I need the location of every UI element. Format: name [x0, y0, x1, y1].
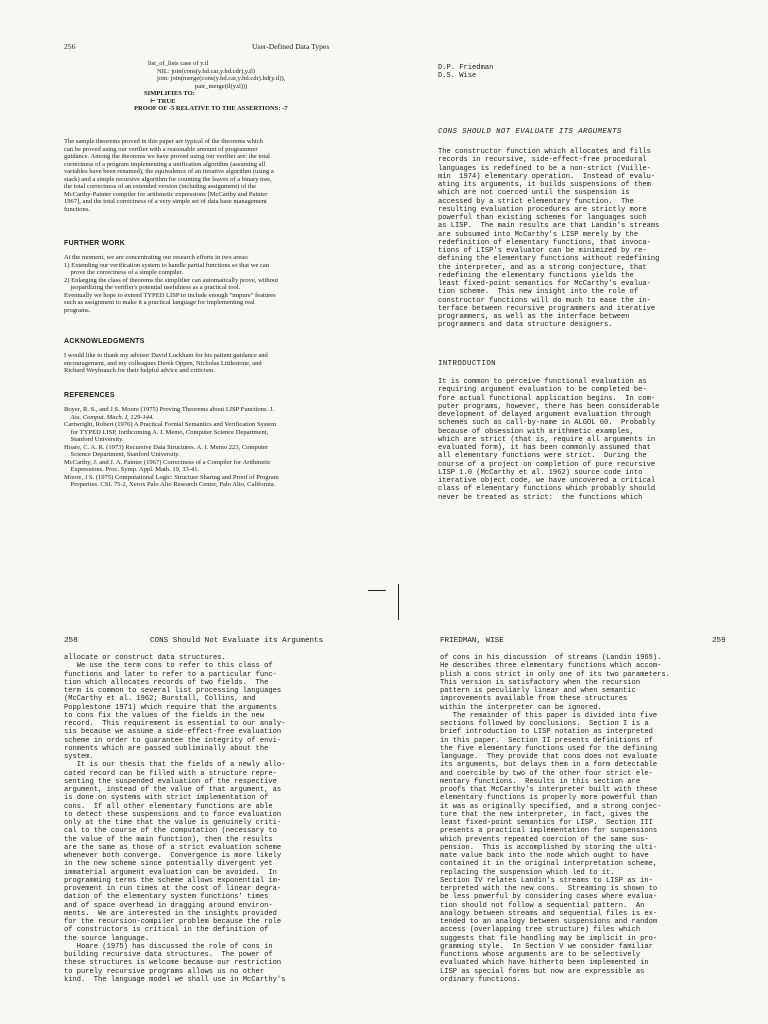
text-line: pension. This is accomplished by storing the ulti-	[440, 843, 658, 852]
text-line: whenever both converge. Convergence is more likely	[64, 852, 282, 860]
text-line: it was as originally specified, and a strong conjec-	[440, 802, 662, 811]
text-line: sis because we assume a side-effect-free evaluation	[64, 728, 282, 737]
text-line: brief introduction to LISP notation as interpreted	[440, 728, 653, 737]
reference-line: Ass. Comput. Mach. I, 129-144.	[64, 413, 154, 421]
text-line: programmers, as well as the interface between	[438, 313, 630, 321]
text-line: only at the time that the value is genuinely criti-	[64, 819, 282, 827]
text-line: tion scheme. This new insight into the role of	[438, 288, 639, 297]
text-line: programs.	[64, 306, 91, 314]
text-line: (McCarthy et al. 1962; Burstall, Collins, and	[64, 695, 256, 704]
text-line: The remainder of this paper is divided into five	[440, 711, 658, 720]
text-line: and coercible by two of the other four strict ele-	[440, 769, 653, 778]
text-line: guidance. Among the theorems we have proved using our verifier are: the total	[64, 153, 270, 161]
text-line: min 1974) elementary operation. Instead of evalu-	[438, 172, 656, 181]
text-line: in this paper. Section II presents definitions of	[440, 736, 653, 745]
paragraph-theorems	[64, 138, 274, 213]
text-line: schemes such as call-by-name in ALGOL 60. Probably	[438, 419, 656, 428]
text-line: pattern is peculiarly linear and when semantic	[440, 687, 636, 695]
text-line: redefining the elementary functions yields the	[438, 271, 634, 280]
page-number: 256	[64, 42, 76, 51]
text-line: improvements available from these structures	[440, 695, 628, 704]
text-line: the interpreter, and as a strong conjecture, that	[438, 263, 647, 272]
text-line: immaterial argument evaluation can be avoided. In	[64, 868, 277, 877]
text-line: terpreted with the new cons. Streaming is shown to	[440, 885, 658, 893]
author-name: D.S. Wise	[438, 72, 477, 81]
text-line: mentary functions. Results in this section are	[440, 777, 641, 786]
text-line: puter programs, however, there has been considerable	[438, 402, 660, 411]
author-block	[438, 64, 493, 81]
proof-line: SIMPLIFIES TO:	[144, 90, 195, 98]
text-line: term is common to several list processing languages	[64, 687, 282, 695]
text-line: is done on systems with strict implementation of	[64, 794, 269, 803]
text-line: McCarthy-Painter compiler for arithmetic expressions [McCarthy and Painter	[64, 190, 268, 198]
text-line: Hoare (1975) has discussed the role of cons in	[64, 942, 273, 951]
text-line: Section IV relates Landin's streams to LISP as in-	[440, 876, 653, 885]
text-line: iterative object code, we have uncovered a critical	[438, 477, 656, 485]
text-line: correctness of a program implementing a unification algorithm (assuming all	[64, 160, 266, 168]
text-line: ture that the new interpreter, in fact, gives the	[440, 810, 649, 819]
reference-line: Moore, J S. (1975) Computational Logic: Structure Sharing and Proof of Program	[64, 473, 279, 481]
text-line: to cons fix the values of the fields in the new	[64, 711, 265, 720]
text-line: functions whose arguments are to be selectively	[440, 951, 641, 959]
text-line: such as assignment to make it a practical language for implementing real	[64, 299, 255, 307]
page-258	[0, 512, 384, 1024]
text-line: cal to the course of the computation (necessary to	[64, 827, 277, 836]
text-line: class of elementary functions which probably should	[438, 485, 656, 494]
proof-line: ⊢ TRUE	[150, 97, 176, 105]
text-line: analogy between streams and sequential files is ex-	[440, 909, 658, 918]
text-line: the source language.	[64, 934, 150, 943]
text-line: record. This requirement is essential to our analy-	[64, 720, 286, 728]
text-line: can be proved using our verifier with a reasonable amount of programmer	[64, 145, 258, 153]
text-line: cated record can be filled with a structure repre-	[64, 769, 277, 778]
body-text	[440, 654, 670, 984]
references-list	[64, 406, 279, 489]
text-line: the total correctness of an extended version (including assignment) of the	[64, 183, 256, 191]
text-line: of cons in his discussion of streams (Landin 1965).	[440, 654, 662, 662]
text-line: requiring argument evaluation to be completed be-	[438, 386, 647, 395]
reference-line: Science Department, Stanford University.	[64, 451, 180, 459]
text-line: which are not coerced until the suspension is	[438, 189, 630, 198]
text-fragment: which are strict	[438, 435, 511, 444]
text-line: tended to an analogy between suspensions and random	[440, 918, 658, 926]
text-line: to detect these suspensions and to force evaluation	[64, 810, 282, 819]
author-name: D.P. Friedman	[438, 64, 494, 72]
text-line: gramming style. In Section V we consider familiar	[440, 942, 653, 951]
text-line: functions.	[64, 205, 91, 213]
text-line: are the same as those of a strict evaluation scheme	[64, 843, 282, 852]
text-line: ordinary functions.	[440, 975, 521, 984]
reference-line: for TYPED LISP, forthcoming A. I. Memo, Computer Science Department,	[64, 428, 269, 436]
text-line: presents a practical implementation for suspensions	[440, 827, 658, 836]
text-line: scheme in order to guarantee the integrity of envi-	[64, 736, 282, 745]
reference-line: Stanford University.	[64, 436, 124, 444]
text-line: He describes three elementary functions which accom-	[440, 662, 662, 671]
text-line: mate value back into the node which ought to have	[440, 852, 649, 860]
article-title: CONS SHOULD NOT EVALUATE ITS ARGUMENTS	[438, 128, 622, 136]
text-line: This version is satisfactory when the recursion	[440, 678, 641, 687]
text-line: are subsumed into McCarthy's LISP merely by the	[438, 230, 639, 239]
text-line: elementary functions is properly more powerful than	[440, 794, 658, 803]
text-line: ronments which are passed subliminally about the	[64, 744, 269, 753]
text-line: constructor functions will do much to ease the in-	[438, 296, 651, 305]
abstract	[438, 148, 659, 330]
text-line: LISP 1.0 (McCarthy et al. 1962) source code into	[438, 468, 643, 477]
text-line: system.	[64, 753, 94, 761]
text-line: 2) Enlarging the class of theorems the simplifier can automatically prove, without	[64, 276, 279, 284]
text-line: The sample theorems proved in this paper are typical of the theorems which	[64, 138, 263, 145]
text-line: 1967], and the total correctness of a very simple set of data base management	[64, 198, 267, 206]
text-line: programming terms the scheme allows exponential im-	[64, 876, 282, 885]
crop-mark	[398, 584, 399, 620]
text-line: redefinition of elementary functions, that invoca-	[438, 238, 651, 247]
text-line: tion which allocates records of two fields. The	[64, 678, 269, 687]
text-line: which prevents repeated coercion of the same sus-	[440, 835, 649, 844]
text-line: plish a cons strict in only one of its two parameters.	[440, 670, 670, 679]
section-heading-acknowledgments: ACKNOWLEDGMENTS	[64, 338, 145, 345]
text-line: powerful than existing schemes for languages such	[438, 214, 647, 222]
running-head: FRIEDMAN, WISE	[440, 637, 504, 645]
page-number: 259	[712, 637, 726, 645]
text-line	[438, 436, 659, 444]
text-line: variables have been renamed), the equivalence of an iterative algorithm (using a	[64, 168, 274, 176]
text-line: cons. If all other elementary functions are able	[64, 802, 273, 811]
text-line: replacing the suspension which led to it.	[440, 868, 615, 877]
text-line: never be treated as strict: the functions which	[438, 493, 643, 502]
text-line: argument, instead of the value of that argument, as	[64, 786, 282, 794]
text-line: At the moment, we are concentrating our research efforts in two areas:	[64, 254, 249, 261]
text-line: its arguments, but delays them in a form detectable	[440, 761, 658, 770]
proof-line: NIL: join(cons(y.hd.car,y.hd.cdr),y.tl)	[157, 67, 256, 75]
text-line: Popplestone 1971) which require that the arguments	[64, 703, 277, 712]
text-line: kind. The language model we shall use in McCarthy's	[64, 975, 286, 984]
text-line: jeopardizing the verifier's potential usefulness as a practical tool.	[64, 284, 241, 292]
reference-line: Expressions. Proc. Symp. Appl. Math. 19, 33-41.	[64, 466, 200, 474]
text-line: suggests that file handling may be implicit in pro-	[440, 934, 658, 943]
proof-line: join: join(merge(cons(y.hd.car,y.hd.cdr).hd(y.tl)),	[157, 75, 286, 83]
text-line: terface between recursive programmers and iterative	[438, 304, 656, 313]
text-line: LISP as special forms but now are expressible as	[440, 967, 645, 976]
running-head: User-Defined Data Types	[252, 42, 330, 51]
text-line: least fixed-point semantics for LISP. Section III	[440, 819, 653, 827]
further-work-text	[64, 254, 278, 314]
text-line: course of a project on completion of pure recursive	[438, 460, 656, 469]
text-line: senting the suspended evaluation of the respective	[64, 777, 277, 786]
text-line: access (overlapping tree structure) files which	[440, 926, 641, 935]
text-line: encouragement, and my colleagues Derek Oppen, Nicholas Littlestone, and	[64, 359, 262, 367]
text-line: ating its arguments, it builds suspensions of them	[438, 181, 651, 189]
text-line: the value of the main function), then the results	[64, 835, 273, 844]
text-line: language. They provide that cons does not evaluate	[440, 753, 658, 761]
section-heading-introduction: INTRODUCTION	[438, 360, 497, 368]
text-line: because of obsession with arithmetic examples,	[438, 427, 634, 436]
text-line: provement in run times at the cost of linear degra-	[64, 885, 282, 893]
text-line: least fixed-point semantics for McCarthy's evalua-	[438, 280, 651, 288]
text-line: 1) Extending our verification system to handle partial functions so that we can	[64, 261, 270, 269]
reference-line: Cartwright, Robert (1976) A Practical Formal Semantics and Verification System	[64, 421, 277, 429]
text-line: to purely recursive programs allows us no other	[64, 967, 265, 976]
text-line: in the new scheme since potentially divergent yet	[64, 860, 273, 869]
proof-line: PROOF OF -5 RELATIVE TO THE ASSERTIONS: -7	[134, 105, 288, 113]
text-line: prove the correctness of a simple compiler.	[64, 269, 184, 277]
text-line: for the recursion-compiler problem because the role	[64, 918, 282, 926]
text-line: fore actual functional application begins. In com-	[438, 394, 656, 403]
body-text	[64, 654, 285, 984]
text-line: Richard Weyhrauch for their helpful advice and criticism.	[64, 367, 215, 375]
text-line: ments. We are interested in the insights provided	[64, 909, 277, 918]
text-line: Eventually we hope to extend TYPED LISP to include enough "impure" features	[64, 291, 276, 299]
page-number: 258	[64, 637, 78, 645]
text-line: tions of LISP's evaluator can be minimized by re-	[438, 247, 647, 255]
text-line: resulting evaluation procedures are strictly more	[438, 205, 647, 214]
proof-line: pair_merge(tl(y.tl)))	[195, 82, 248, 90]
text-line: stack) and a simple recursive algorithm for counting the leaves of a binary tree,	[64, 175, 272, 183]
text-line: proofs that McCarthy's interpreter built with these	[440, 786, 658, 794]
crop-mark	[368, 590, 386, 591]
text-line: It is our thesis that the fields of a newly allo-	[64, 761, 286, 770]
text-line: functions and later to refer to a particular func-	[64, 670, 277, 679]
text-line: The constructor function which allocates and fills	[438, 148, 651, 156]
text-line: dation of the elementary system functions' times	[64, 893, 269, 902]
page-259	[384, 512, 768, 1024]
text-line: accessed by a strict elementary function. The	[438, 197, 634, 206]
section-heading-further-work: FURTHER WORK	[64, 240, 126, 247]
reference-line: Hoare, C. A. R. (1973) Recursive Data Structures. A. I. Memo 223, Computer	[64, 443, 269, 451]
text-line: all elementary functions were strict. During the	[438, 452, 647, 461]
text-line: languages is redefined to be a non-strict (Vuille-	[438, 164, 651, 173]
proof-block	[64, 60, 374, 113]
section-heading-references: REFERENCES	[64, 392, 115, 399]
page-256	[0, 0, 384, 512]
reference-line: Boyer, R. S., and J S. Moore (1975) Proving Theorems about LISP Functions. J.	[64, 406, 274, 413]
text-line: evaluated form), it has been commonly assumed that	[438, 444, 651, 452]
text-line: We use the term cons to refer to this class of	[64, 662, 273, 671]
running-head: CONS Should Not Evaluate its Arguments	[150, 637, 324, 645]
text-line: the five elementary functions used for the defining	[440, 744, 658, 753]
text-line: as LISP. The main results are that Landin's streams	[438, 222, 660, 231]
text-line: tion should not follow a sequential pattern. An	[440, 901, 645, 910]
text-line: evaluated which have hitherto been implemented in	[440, 959, 649, 968]
text-line: sections followed by conclusions. Section I is a	[440, 720, 649, 728]
text-line: within the interpreter can be ignored.	[440, 703, 602, 712]
text-line: defining the elementary functions without redefining	[438, 255, 660, 264]
text-line: contained it in the original interpretation scheme,	[440, 860, 658, 869]
introduction-text	[438, 378, 659, 502]
page-257	[384, 0, 768, 512]
text-line: these structures is welcome because our restriction	[64, 959, 282, 968]
text-line: of constructors is critical in the definition of	[64, 926, 269, 935]
text-line: records in recursive, side-effect-free procedural	[438, 156, 647, 165]
text-line: I would like to thank my advisor David Luckham for his patient guidance and	[64, 352, 268, 359]
reference-line: McCarthy, J. and J. A. Painter (1967) Correctness of a Compiler for Arithmetic	[64, 458, 271, 466]
text-line: be less powerful by considering cases where evalua-	[440, 893, 658, 902]
text-line: allocate or construct data structures.	[64, 654, 226, 662]
reference-line: Properties. CSL 75-2, Xerox Palo Alto Research Center, Palo Alto, California.	[64, 481, 276, 489]
proof-line: list_of_lists case of y.tl	[148, 60, 209, 67]
acknowledgments-text	[64, 352, 268, 375]
text-line: building recursive data structures. The power of	[64, 951, 273, 959]
text-fragment: (that is, require all arguments in	[510, 435, 656, 444]
text-line: programmers and data structure designers.	[438, 321, 613, 330]
text-line: It is common to perceive functional evaluation as	[438, 378, 647, 386]
text-line: and of space overhead in dragging around environ-	[64, 901, 273, 910]
text-line: development of delayed argument evaluation through	[438, 411, 651, 419]
